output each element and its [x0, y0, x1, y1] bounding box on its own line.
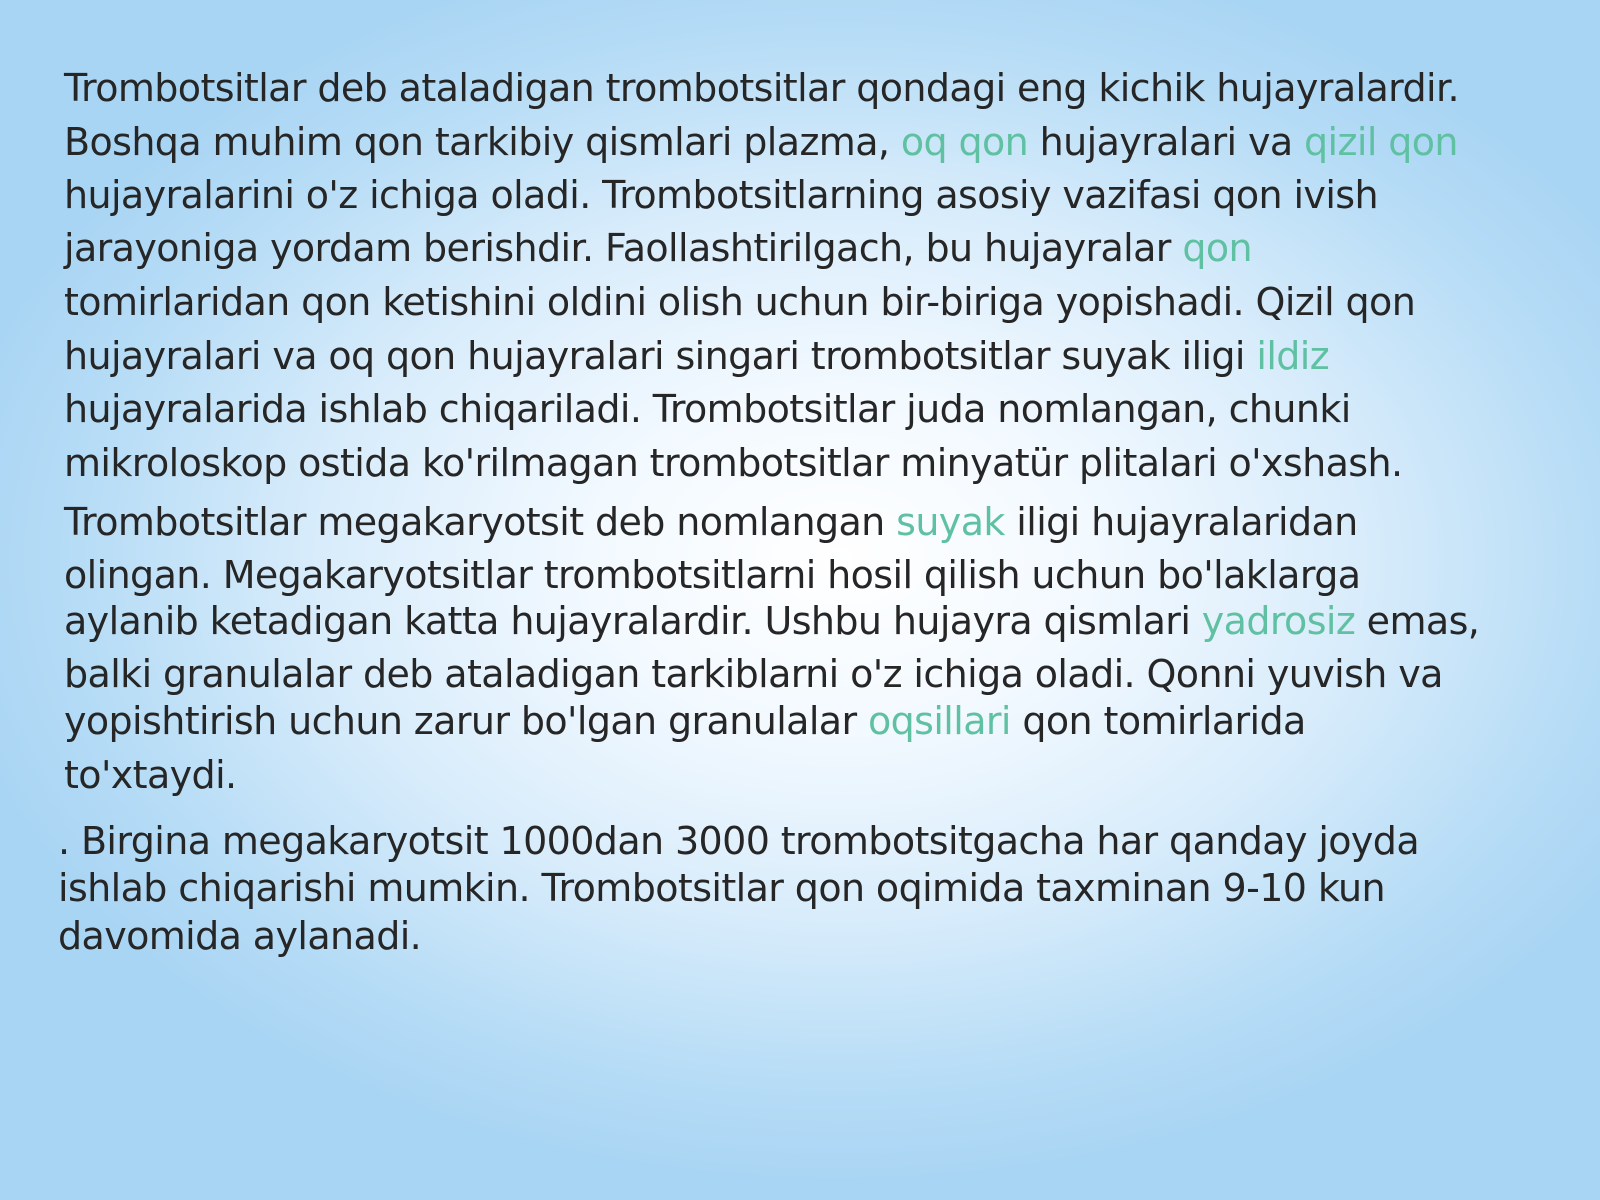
hyperlink[interactable]: oqsillari [867, 699, 1011, 743]
hyperlink[interactable]: yadrosiz [1201, 599, 1356, 643]
text-segment: davomida aylanadi. [58, 914, 422, 958]
text-segment: olingan. Megakaryotsitlar trombotsitlarni hosil qilish uchun bo'laklarga [64, 553, 1361, 597]
hyperlink[interactable]: oq qon [900, 120, 1029, 164]
text-line [64, 652, 1443, 696]
text-line [64, 553, 1360, 597]
text-segment: emas, [1355, 599, 1480, 643]
text-segment: Boshqa muhim qon tarkibiy qismlari plazma, [64, 120, 901, 164]
text-segment: mikroloskop ostida ko'rilmagan trombotsitlar minyatür plitalari o'xshash. [64, 441, 1403, 485]
text-segment: jarayoniga yordam berishdir. Faollashtirilgach, bu hujayralar [64, 226, 1183, 270]
text-line [64, 280, 1415, 324]
text-segment: hujayralari va oq qon hujayralari singari trombotsitlar suyak iligi [64, 334, 1257, 378]
hyperlink[interactable]: ildiz [1256, 334, 1330, 378]
text-line [64, 753, 237, 797]
text-segment: aylanib ketadigan katta hujayralardir. Ushbu hujayra qismlari [64, 599, 1202, 643]
text-segment: hujayralarini o'z ichiga oladi. Trombotsitlarning asosiy vazifasi qon ivish [64, 173, 1378, 217]
hyperlink[interactable]: qon [1182, 226, 1252, 270]
text-line [64, 334, 1329, 378]
text-segment: iligi hujayralaridan [1004, 500, 1358, 544]
hyperlink[interactable]: qizil qon [1304, 120, 1458, 164]
text-segment: balki granulalar deb ataladigan tarkiblarni o'z ichiga oladi. Qonni yuvish va [64, 652, 1443, 696]
text-line [64, 66, 1459, 110]
text-segment: Trombotsitlar megakaryotsit deb nomlangan [64, 500, 897, 544]
text-segment: yopishtirish uchun zarur bo'lgan granulalar [64, 699, 868, 743]
text-segment: Trombotsitlar deb ataladigan trombotsitlar qondagi eng kichik hujayralardir. [64, 66, 1460, 110]
text-line [64, 500, 1358, 544]
text-segment: qon tomirlarida [1010, 699, 1306, 743]
text-line [64, 120, 1458, 164]
text-line [64, 387, 1351, 431]
text-line [58, 914, 421, 958]
text-segment: tomirlaridan qon ketishini oldini olish uchun bir-biriga yopishadi. Qizil qon [64, 280, 1416, 324]
text-line [58, 866, 1385, 910]
text-segment: . Birgina megakaryotsit 1000dan 3000 trombotsitgacha har qanday joyda [58, 819, 1420, 863]
text-line [64, 226, 1252, 270]
text-line [64, 699, 1306, 743]
text-line [58, 819, 1419, 863]
text-line [64, 441, 1402, 485]
text-line [64, 173, 1378, 217]
text-segment: ishlab chiqarishi mumkin. Trombotsitlar qon oqimida taxminan 9-10 kun [58, 866, 1386, 910]
text-segment: hujayralari va [1028, 120, 1305, 164]
text-segment: hujayralarida ishlab chiqariladi. Trombotsitlar juda nomlangan, chunki [64, 387, 1351, 431]
hyperlink[interactable]: suyak [896, 500, 1005, 544]
text-line [64, 599, 1479, 643]
text-segment: to'xtaydi. [64, 753, 237, 797]
